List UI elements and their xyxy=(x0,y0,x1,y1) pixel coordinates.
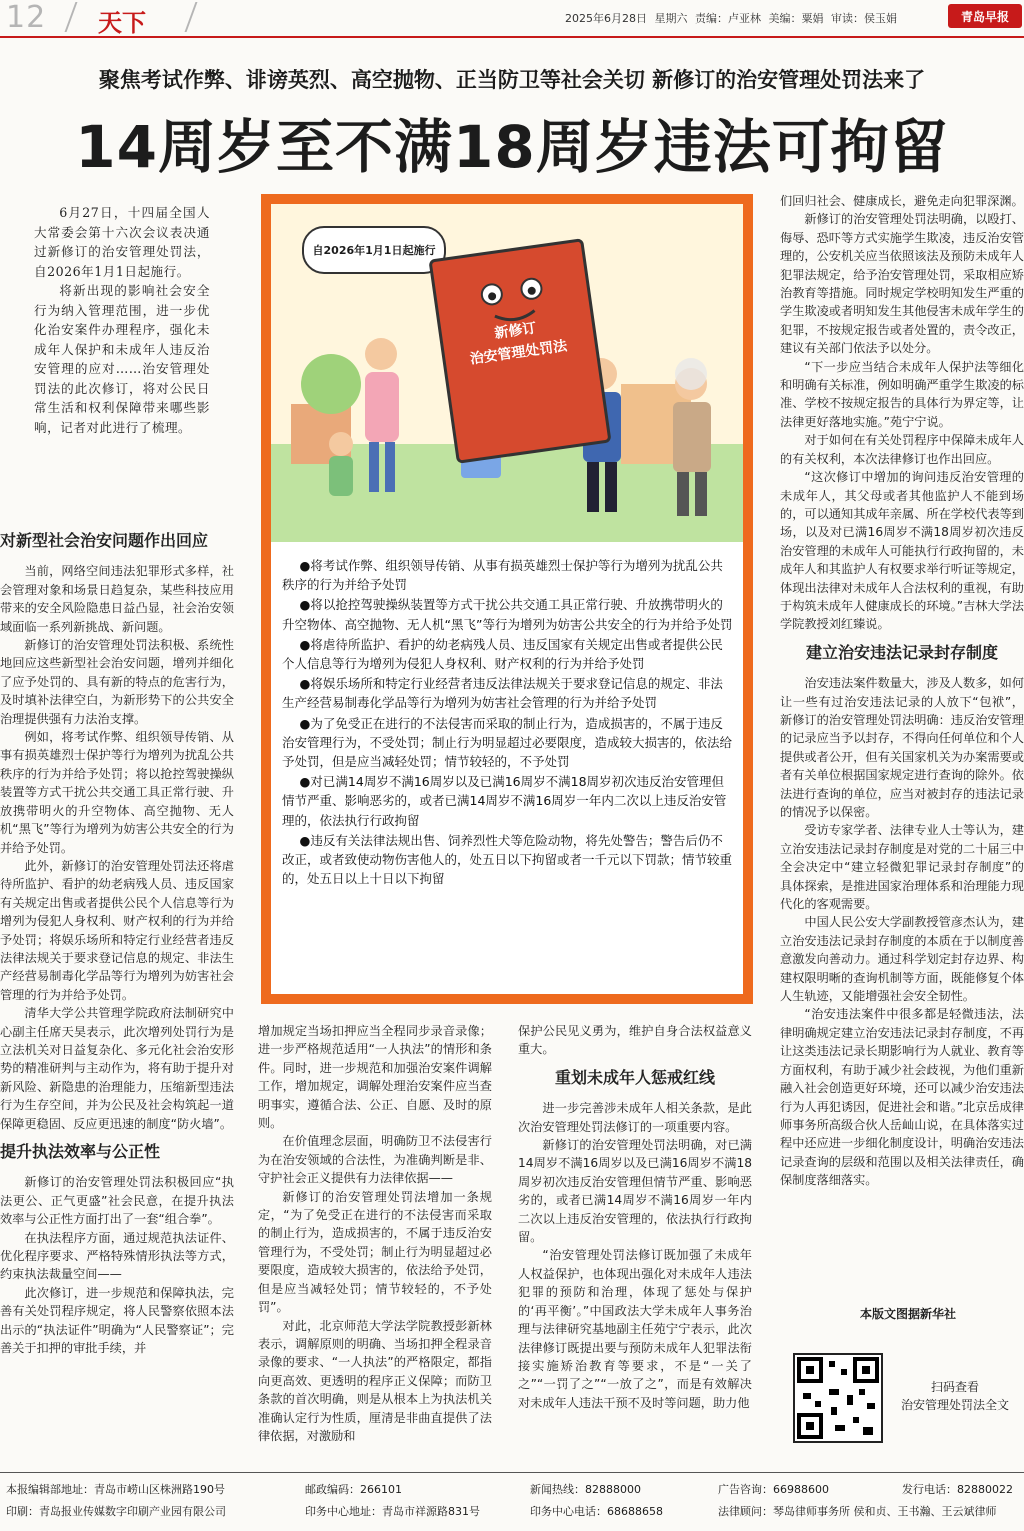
subheading: 对新型社会治安问题作出回应 xyxy=(0,531,209,550)
list-item: ●违反有关法律法规出售、饲养烈性犬等危险动物，将先处警告；警告后仍不改正，或者致使动物伤害他人的，处五日以下拘留或者一千元以下罚款；情节较重的，处五日以上十日以下拘留 xyxy=(282,832,733,887)
paragraph: 例如，将考试作弊、组织领导传销、从事有损英雄烈士保护等行为增列为扰乱公共秩序的行为并给予处罚；将以抢控驾驶操纵装置等方式干扰公共交通工具正常行驶、升放携带明火的升空物体、高空抛物、无人机“黑飞”等行为增列为妨害公共安全的行为并给予处罚。 xyxy=(0,730,234,855)
paragraph: 在执法程序方面，通过规范执法证件、优化程序要求、严格特殊情形执法等方式，约束执法裁量空间—— xyxy=(0,1230,234,1282)
footer-address: 本报编辑部地址：青岛市崂山区株洲路190号 xyxy=(6,1483,225,1496)
footer-print-address: 印务中心地址：青岛市祥源路831号 xyxy=(305,1505,480,1518)
woman-leg xyxy=(369,442,379,492)
paragraph: 新修订的治安管理处罚法积极、系统性地回应这些新型社会治安问题，增列并细化了应予处罚的、具有新的特点的危害行为，及时填补法律空白，为新形势下的公共安全治理提供强有力法治支撑。 xyxy=(0,638,234,726)
man-leg xyxy=(605,462,617,512)
lead-p2: 将新出现的影响社会安全行为纳入管理范围，进一步优化治安案件办理程序，强化未成年人保护和未成年人违反治安管理的应对……治安管理处罚法的此次修订，将对公民日常生活和权利保障带来哪些影响，记者对此进行了梳理。 xyxy=(34,283,210,435)
article-column-1 xyxy=(0,522,234,1357)
article-column-4 xyxy=(780,192,1024,1302)
subheading: 建立治安违法记录封存制度 xyxy=(805,642,998,662)
footer-ad: 广告咨询：66988600 xyxy=(718,1483,829,1496)
woman-leg xyxy=(385,442,395,492)
list-item: ●将以抢控驾驶操纵装置等方式干扰公共交通工具正常行驶、升放携带明火的升空物体、高空抛物、无人机“黑飞”等行为增列为妨害公共安全的行为并给予处罚 xyxy=(282,597,733,632)
paragraph: 此次修订，进一步规范和保障执法，完善有关处罚程序规定，将人民警察依照本法出示的“执法证件”明确为“人民警察证”；完善关于扣押的审批手续，并 xyxy=(0,1285,234,1356)
header-meta xyxy=(565,10,897,26)
lead-p1: 6月27日，十四届全国人大常委会第十六次会议表决通过新修订的治安管理处罚法，自2026年1月1日起施行。 xyxy=(34,205,210,279)
lead-paragraph xyxy=(34,203,210,437)
elder-hair xyxy=(675,358,707,390)
footer-postcode: 邮政编码：266101 xyxy=(305,1483,402,1496)
article-column-3 xyxy=(518,1022,752,1462)
qr-caption xyxy=(890,1378,1020,1414)
paragraph: 对此，北京师范大学法学院教授彭新林表示，调解原则的明确、当场扣押全程录音录像的要求、“一人执法”的严格限定，都指向更高效、更透明的程序正义保障；而防卫条款的首次明确，则是从根本上为执法机关准确认定行为性质，厘清是非曲直提供了法律依据，对激励和 xyxy=(258,1318,492,1443)
child-head xyxy=(329,432,353,456)
elder-leg xyxy=(695,472,707,516)
main-headline: 14周岁至不满18周岁违法可拘留 xyxy=(75,113,949,181)
divider xyxy=(185,2,198,32)
subheading: 提升执法效率与公正性 xyxy=(0,1142,161,1161)
paragraph: 新修订的治安管理处罚法增加一条规定，“为了免受正在进行的不法侵害而采取的制止行为，造成损害的，不属于违反治安管理行为，不受处罚；制止行为明显超过必要限度，造成较大损害的，依法给予处罚，但是应当减轻处罚；情节较轻的，不予处罚”。 xyxy=(258,1189,492,1315)
editor-credit: 责编：卢亚林 xyxy=(695,12,761,25)
paragraph: 新修订的治安管理处罚法积极回应“执法更公、正气更盛”社会民意，在提升执法效率与公正性方面打出了一套“组合拳”。 xyxy=(0,1175,234,1227)
qr-caption-line: 治安管理处罚法全文 xyxy=(900,1398,1009,1412)
paragraph: 中国人民公安大学副教授管彦杰认为，建立治安违法记录封存制度的本质在于以制度善意激发向善动力。通过科学划定封存边界、构建权限明晰的查询机制等方面，既能修复个体人生轨迹，又能增强社会安全韧性。 xyxy=(780,915,1024,1004)
issue-date: 2025年6月28日 星期六 xyxy=(565,12,688,25)
elder-body xyxy=(673,402,711,472)
paragraph: 在价值理念层面，明确防卫不法侵害行为在治安领域的合法性，为准确判断是非、守护社会正义提供有力法律依据—— xyxy=(258,1134,492,1186)
paragraph: “治安违法案件中很多都是轻微违法，法律明确规定建立治安违法记录封存制度，不再让这类违法记录长期影响行为人就业、教育等方面权利，有助于减少社会歧视，为他们重新融入社会创造更好环境，还可以减少治安违法行为人再犯诱因，促进社会和谐。”北京岳成律师事务所高级合伙人岳屾山说，在具体落实过程中还应进一步细化制度设计，明确治安违法记录查询的层级和范围以及相关法律责任，确保制度落细落实。 xyxy=(780,1007,1024,1188)
footer-legal: 法律顾问：琴岛律师事务所 侯和贞、王书瀚、王云斌律师 xyxy=(718,1505,997,1518)
paragraph: “治安管理处罚法修订既加强了未成年人权益保护，也体现出强化对未成年人违法犯罪的预防和治理，体现了惩处与保护的‘再平衡’。”中国政法大学未成年人事务治理与法律研究基地副主任苑宁宁表示，此次法律修订既提出要与预防未成年人犯罪法衔接实施矫治教育等要求，不是“一关了之”“一罚了之”“一放了之”，而是有效解决对未成年人违法干预不及时等问题，助力他 xyxy=(518,1248,752,1410)
child-body xyxy=(329,456,353,496)
paragraph: “这次修订中增加的询问违反治安管理的未成年人，其父母或者其他监护人不能到场的，可以通知其成年亲属、所在学校代表等到场，以及对已满16周岁不满18周岁初次违反治安管理的未成年人可能执行行政拘留的，未成年人和其监护人有权要求举行听证等规定，体现出法律对未成年人合法权利的重视，有助于构筑未成年人健康成长的环境。”吉林大学法学院教授刘红臻说。 xyxy=(780,470,1024,632)
book-title: 新修订 治安管理处罚法 xyxy=(468,320,569,368)
qr-code-icon xyxy=(795,1355,881,1441)
footer-printer: 印刷：青岛报业传媒数字印刷产业园有限公司 xyxy=(6,1505,226,1518)
list-item: ●将虐待所监护、看护的幼老病残人员、违反国家有关规定出售或者提供公民个人信息等行为增列为侵犯人身权利、财产权利的行为并给予处罚 xyxy=(282,636,723,672)
paragraph: 当前，网络空间违法犯罪形式多样，社会管理对象和场景日趋复杂，某些科技应用带来的安全风险隐患日益凸显，社会治安领域面临一系列新挑战、新问题。 xyxy=(0,564,234,634)
paragraph: 增加规定当场扣押应当全程同步录音录像；进一步严格规范适用“一人执法”的情形和条件。同时，进一步规范和加强治安案件调解工作，增加规定，调解处理治安案件应当查明事实，遵循合法、公正、自愿、及时的原则。 xyxy=(258,1024,492,1131)
speech-bubble: 自2026年1月1日起施行 xyxy=(302,226,446,274)
paragraph: 新修订的治安管理处罚法明确，对已满14周岁不满16周岁以及已满16周岁不满18周岁初次违反治安管理但情节严重、影响恶劣的，或者已满14周岁不满16周岁一年内二次以上违反治安管理的，依法执行行政拘留。 xyxy=(518,1138,752,1245)
paragraph: 治安违法案件数量大，涉及人数多，如何让一些有过治安违法记录的人放下“包袱”，新修订的治安管理处罚法明确：违反治安管理的记录应当予以封存，不得向任何单位和个人提供或者公开，但有关国家机关为办案需要或者有关单位根据国家规定进行查询的除外。依法进行查询的单位，应当对被封存的违法记录的情况予以保密。 xyxy=(780,676,1024,819)
woman-head xyxy=(365,338,397,370)
elder-leg xyxy=(677,472,689,516)
paragraph: “下一步应当结合未成年人保护法等细化和明确有关标准，例如明确严重学生欺凌的标准、学校不按规定报告的具体行为界定等，让法律更好落地实施。”苑宁宁说。 xyxy=(780,359,1024,429)
page-header xyxy=(0,0,1024,38)
paragraph: 清华大学公共管理学院政府法制研究中心副主任席天昊表示，此次增列处罚行为是立法机关对日益复杂化、多元化社会治安形势的精准研判与主动作为，将有助于提升对新风险、新隐患的治理能力，压缩新型违法行为生存空间，并为公民及社会构筑起一道保障更稳固、反应更迅速的制度“防火墙”。 xyxy=(0,1006,234,1131)
page-footer xyxy=(0,1472,1024,1531)
paragraph: 此外，新修订的治安管理处罚法还将虐待所监护、看护的幼老病残人员、违反国家有关规定出售或者提供公民个人信息等行为增列为侵犯人身权利、财产权利的行为并给予处罚；将娱乐场所和特定行业经营者违反法律法规关于要求登记信息的规定、非法生产经营易制毒化学品等行为增列为妨害社会管理的行为并给予处罚。 xyxy=(0,858,234,1002)
paragraph: 受访专家学者、法律专业人士等认为，建立治安违法记录封存制度是对党的二十届三中全会决定中“建立轻微犯罪记录封存制度”的具体探索，是推进国家治理体系和治理能力现代化的客观需要。 xyxy=(780,823,1024,912)
article-column-2 xyxy=(258,1022,492,1462)
infographic-list xyxy=(282,556,734,889)
photo-credit: 本版文图据新华社 xyxy=(860,1307,957,1321)
proofreader-credit: 审读：侯玉娟 xyxy=(831,12,897,25)
page-number: 12 xyxy=(6,0,47,35)
divider xyxy=(65,2,78,32)
footer-hotline: 新闻热线：82888000 xyxy=(530,1483,641,1496)
kicker-headline: 聚焦考试作弊、诽谤英烈、高空抛物、正当防卫等社会关切 新修订的治安管理处罚法来了 xyxy=(98,67,926,92)
man-leg xyxy=(587,462,599,512)
list-item: ●将娱乐场所和特定行业经营者违反法律法规关于要求登记信息的规定、非法生产经营易制毒化学品等行为增列为妨害社会管理的行为并给予处罚 xyxy=(282,676,723,711)
paragraph: 进一步完善涉未成年人相关条款，是此次治安管理处罚法修订的一项重要内容。 xyxy=(518,1101,752,1134)
footer-print-tel: 印务中心电话：68688658 xyxy=(530,1505,663,1518)
list-item: ●对已满14周岁不满16周岁以及已满16周岁不满18周岁初次违反治安管理但情节严重、影响恶劣的，或者已满14周岁不满16周岁一年内二次以上违反治安管理的，依法执行行政拘留 xyxy=(282,774,727,828)
designer-credit: 美编：粟娟 xyxy=(768,12,824,25)
qr-code[interactable] xyxy=(793,1353,883,1443)
list-item: ●将考试作弊、组织领导传销、从事有损英雄烈士保护等行为增列为扰乱公共秩序的行为并给予处罚 xyxy=(282,558,723,593)
list-item: ●为了免受正在进行的不法侵害而采取的制止行为，造成损害的，不属于违反治安管理行为，不受处罚；制止行为明显超过必要限度，造成较大损害的，依法给予处罚，但是应当减轻处罚；情节较轻的，不予处罚 xyxy=(282,715,733,770)
section-title: 天下 xyxy=(98,9,146,37)
subheading: 重划未成年人惩戒红线 xyxy=(554,1067,715,1087)
footer-distribution: 发行电话：82880022 xyxy=(902,1483,1013,1496)
qr-caption-line: 扫码查看 xyxy=(930,1380,979,1394)
paragraph: 新修订的治安管理处罚法明确，以殴打、侮辱、恐吓等方式实施学生欺凌，违反治安管理的，公安机关应当依照该法及预防未成年人犯罪法规定，给予治安管理处罚，采取相应矫治教育等措施。同时规定学校明知发生严重的学生欺凌或者明知发生其他侵害未成年学生的犯罪，不按规定报告或者处置的，责令改正，建议有关部门依法予以处分。 xyxy=(780,212,1024,356)
paragraph: 对于如何在有关处罚程序中保障未成年人的有关权利，本次法律修订也作出回应。 xyxy=(780,433,1024,466)
tree xyxy=(301,354,361,414)
newspaper-logo: 青岛早报 xyxy=(948,4,1022,28)
paragraph: 们回归社会、健康成长，避免走向犯罪深渊。 xyxy=(780,194,1024,208)
paragraph: 保护公民见义勇为，维护自身合法权益意义重大。 xyxy=(518,1024,752,1057)
woman-body xyxy=(365,372,399,442)
